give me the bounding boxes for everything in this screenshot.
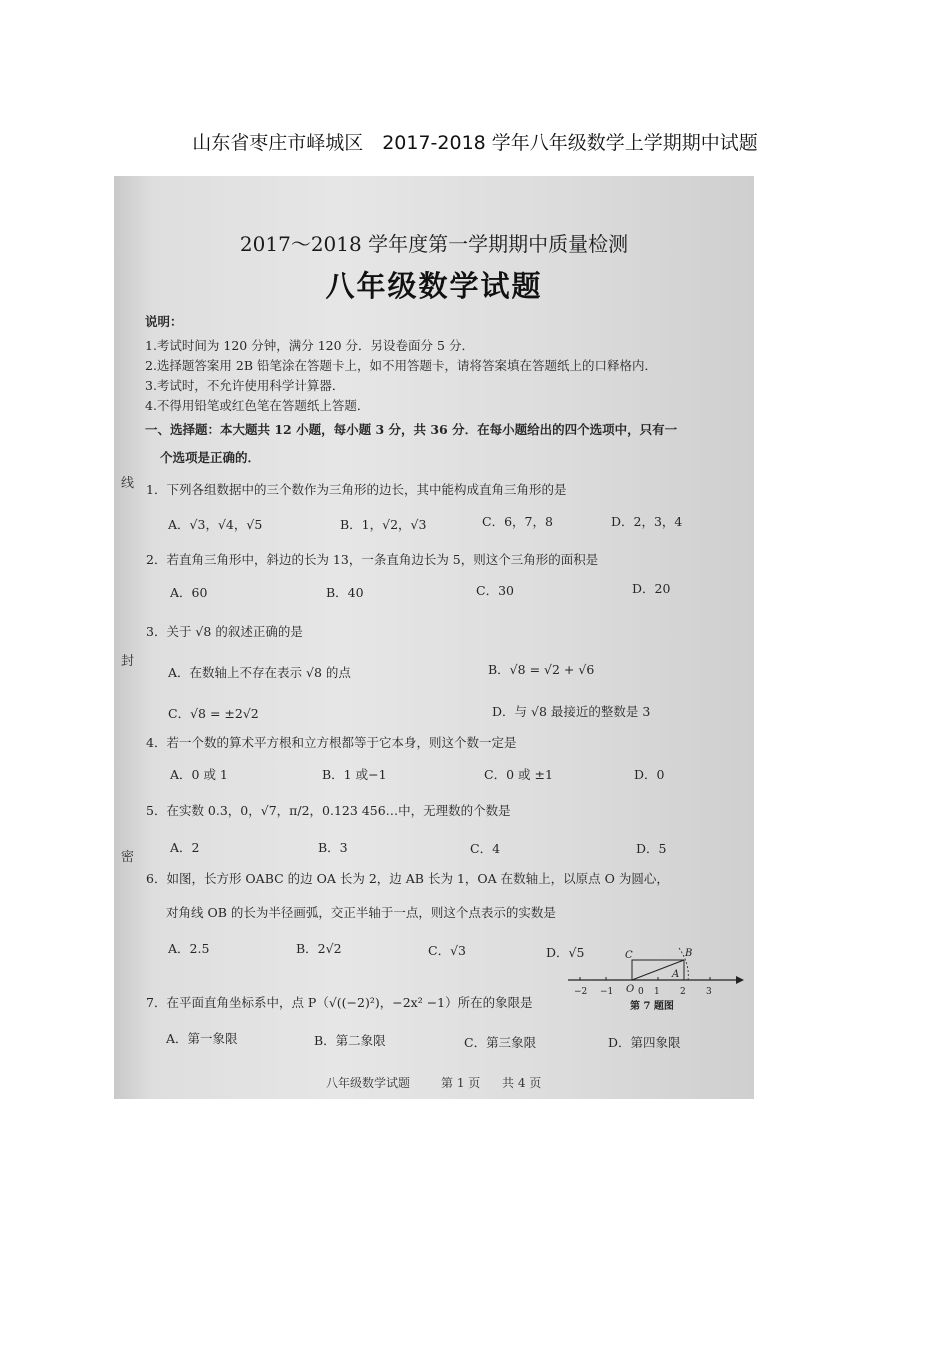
number-line-diagram xyxy=(566,946,746,1016)
question-1-option-c: C．6，7，8 xyxy=(482,514,553,529)
question-3-option-a: A．在数轴上不存在表示 √8 的点 xyxy=(168,665,351,680)
question-1-stem: 1．下列各组数据中的三个数作为三角形的边长，其中能构成直角三角形的是 xyxy=(146,482,567,497)
section-heading: 一、选择题：本大题共 12 小题，每小题 3 分，共 36 分．在每小题给出的四个选项中，只有一 xyxy=(145,422,678,437)
question-1-option-b: B．1，√2，√3 xyxy=(340,517,427,532)
figure-caption: 第 7 题图 xyxy=(630,1001,674,1012)
tick-label: 1 xyxy=(654,987,660,997)
question-2-option-a: A．60 xyxy=(170,585,208,600)
document-title: 山东省枣庄市峄城区 2017-2018 学年八年级数学上学期期中试题 xyxy=(192,132,758,154)
question-2-option-c: C．30 xyxy=(476,583,514,598)
question-7-option-d: D．第四象限 xyxy=(608,1035,681,1050)
question-5-stem: 5．在实数 0.3，0，√7，π/2，0.123 456…中，无理数的个数是 xyxy=(146,803,511,818)
footer-exam-name: 八年级数学试题 xyxy=(326,1076,411,1090)
question-3-stem: 3．关于 √8 的叙述正确的是 xyxy=(146,624,303,639)
footer-total-pages: 共 4 页 xyxy=(502,1076,542,1090)
section-heading-cont: 个选项是正确的． xyxy=(160,450,261,465)
side-label-xian: 线 xyxy=(121,476,135,491)
question-5-option-d: D．5 xyxy=(636,841,667,856)
question-4-option-b: B．1 或−1 xyxy=(322,767,387,782)
note-item: 4.不得用铅笔或红色笔在答题纸上答题． xyxy=(145,398,370,413)
question-6-option-b: B．2√2 xyxy=(296,941,342,956)
point-label-b: B xyxy=(685,948,693,959)
question-4-stem: 4．若一个数的算术平方根和立方根都等于它本身，则这个数一定是 xyxy=(146,735,517,750)
tick-label: 3 xyxy=(706,987,712,997)
question-3-option-b: B．√8 = √2 + √6 xyxy=(488,662,595,677)
question-6-stem-cont: 对角线 OB 的长为半径画弧，交正半轴于一点，则这个点表示的实数是 xyxy=(166,905,556,920)
question-2-option-d: D．20 xyxy=(632,581,671,596)
question-6-option-c: C．√3 xyxy=(428,943,466,958)
question-5-option-c: C．4 xyxy=(470,841,501,856)
notes-heading: 说明： xyxy=(145,314,183,329)
question-7-option-a: A．第一象限 xyxy=(166,1031,238,1046)
side-label-feng: 封 xyxy=(121,654,135,669)
footer-page-number: 第 1 页 xyxy=(441,1076,481,1090)
exam-title: 2017～2018 学年度第一学期期中质量检测 xyxy=(239,232,629,256)
exam-subtitle: 八年级数学试题 xyxy=(325,269,543,303)
question-3-option-d: D．与 √8 最接近的整数是 3 xyxy=(492,704,651,719)
question-6-stem: 6．如图，长方形 OABC 的边 OA 长为 2，边 AB 长为 1，OA 在数轴上，以原点 O 为圆心， xyxy=(146,871,669,886)
figure-number-line xyxy=(566,946,746,1020)
tick-label: 0 xyxy=(638,987,644,997)
question-4-option-d: D．0 xyxy=(634,767,665,782)
question-7-option-b: B．第二象限 xyxy=(314,1033,386,1048)
note-item: 1.考试时间为 120 分钟，满分 120 分．另设卷面分 5 分． xyxy=(145,338,474,353)
question-2-stem: 2．若直角三角形中，斜边的长为 13，一条直角边长为 5，则这个三角形的面积是 xyxy=(146,552,599,567)
tick-label: 2 xyxy=(680,987,686,997)
tick-label: −2 xyxy=(574,987,588,997)
note-item: 3.考试时，不允许使用科学计算器． xyxy=(145,378,345,393)
scanned-exam-page xyxy=(114,176,754,1099)
question-2-option-b: B．40 xyxy=(326,585,364,600)
question-1-option-a: A．√3，√4，√5 xyxy=(168,517,263,532)
point-label-c: C xyxy=(625,950,633,961)
tick-label: −1 xyxy=(600,987,614,997)
question-5-option-b: B．3 xyxy=(318,840,348,855)
question-6-option-a: A．2.5 xyxy=(168,941,210,956)
question-7-option-c: C．第三象限 xyxy=(464,1035,537,1050)
note-item: 2.选择题答案用 2B 铅笔涂在答题卡上，如不用答题卡，请将答案填在答题纸上的口释格内． xyxy=(145,358,658,373)
question-5-option-a: A．2 xyxy=(170,840,200,855)
question-4-option-a: A．0 或 1 xyxy=(170,767,228,782)
question-1-option-d: D．2，3，4 xyxy=(611,514,683,529)
question-7-stem: 7．在平面直角坐标系中，点 P（√((−2)²)，−2x² −1）所在的象限是 xyxy=(146,995,533,1010)
side-label-mi: 密 xyxy=(121,850,135,865)
question-3-option-c: C．√8 = ±2√2 xyxy=(168,706,259,721)
question-4-option-c: C．0 或 ±1 xyxy=(484,767,553,782)
point-label-o: O xyxy=(626,984,635,995)
question-6-option-d: D．√5 xyxy=(546,945,585,960)
point-label-a: A xyxy=(672,969,680,980)
